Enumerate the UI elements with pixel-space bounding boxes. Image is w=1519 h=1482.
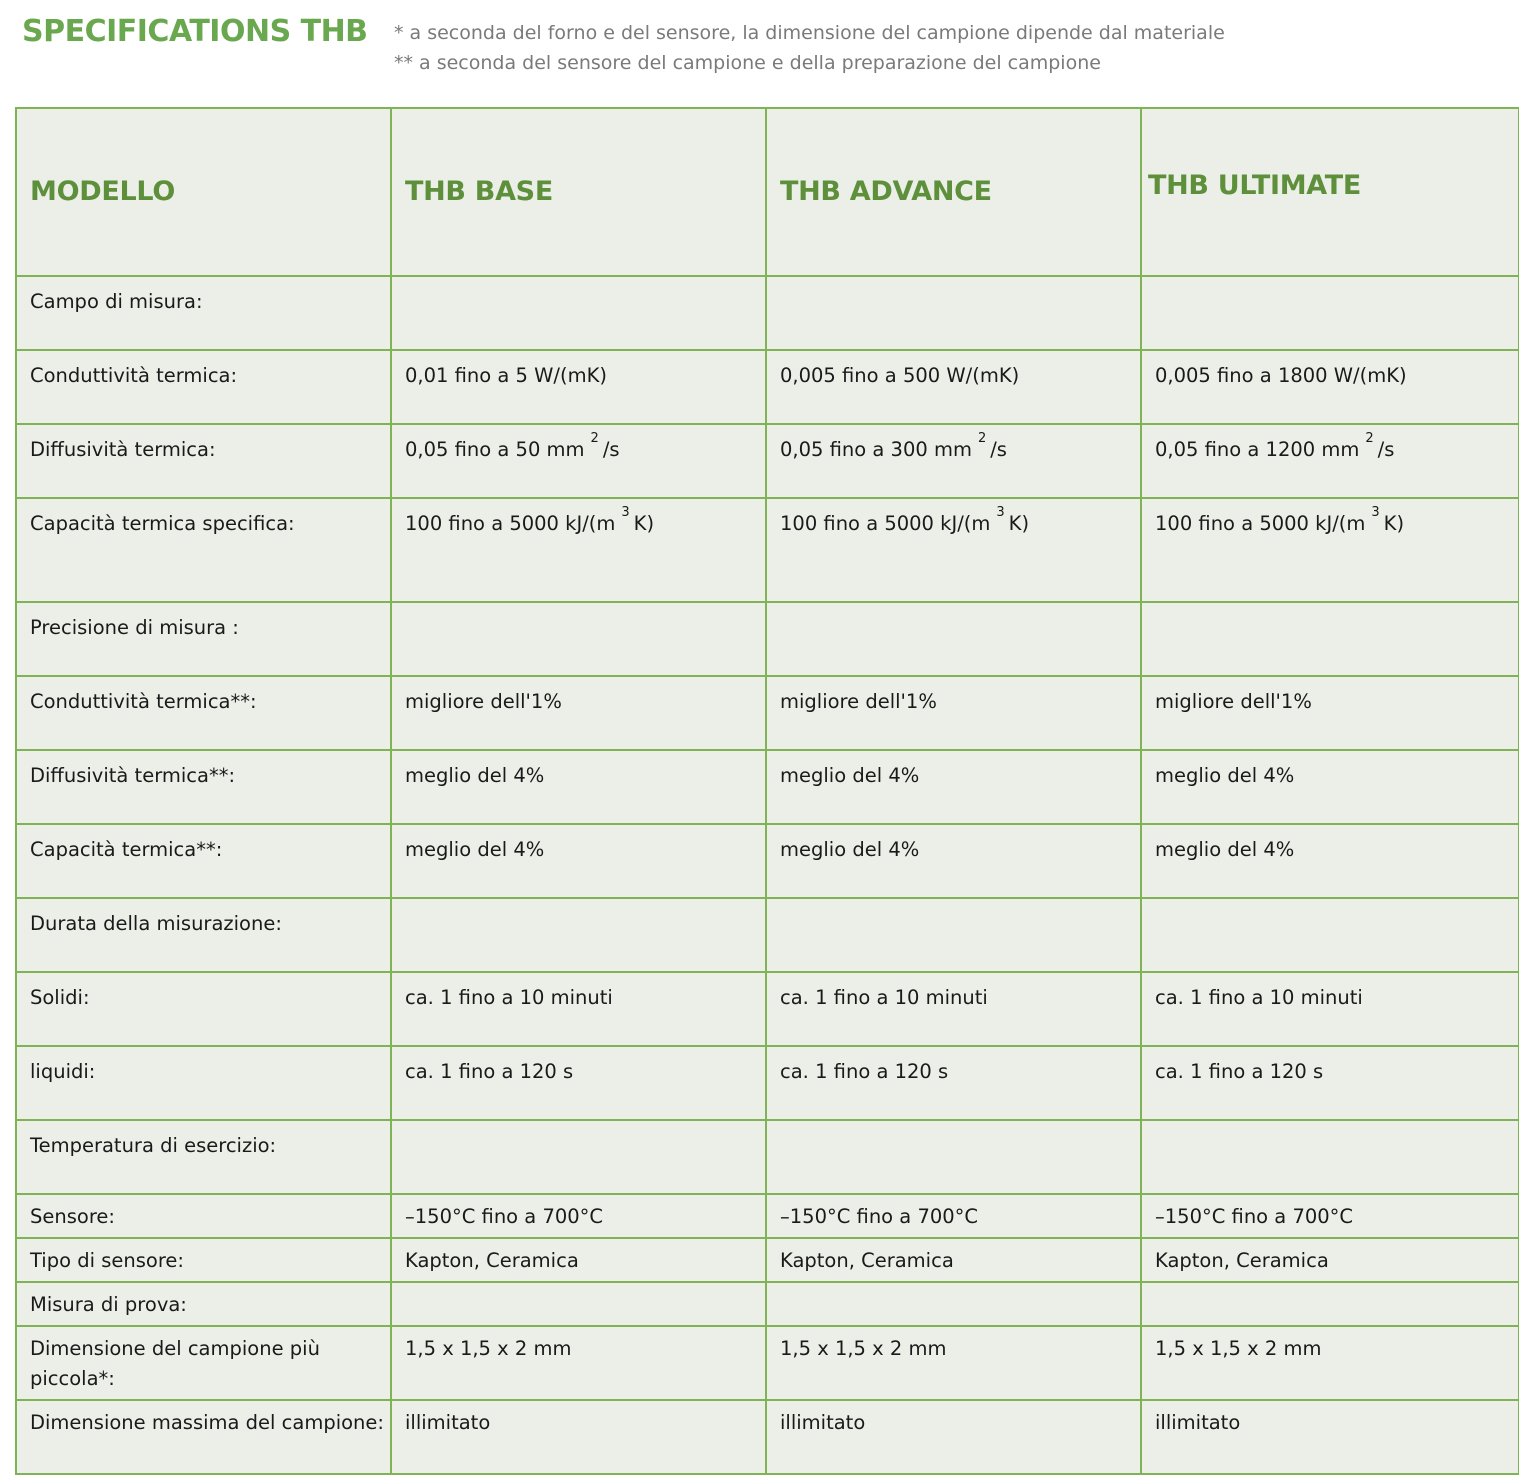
table-row <box>16 498 1519 602</box>
cell-value: 100 fino a 5000 kJ/(m <box>780 512 991 535</box>
table-cell: Kapton, Ceramica <box>391 1238 766 1282</box>
table-cell <box>391 276 766 350</box>
cell-exponent: 2 <box>1365 431 1374 446</box>
row-label: Precisione di misura : <box>16 602 391 676</box>
cell-exponent: 3 <box>621 505 630 520</box>
table-cell <box>1141 1120 1519 1194</box>
table-cell <box>766 1282 1141 1326</box>
cell-exponent: 2 <box>590 431 599 446</box>
row-label: Misura di prova: <box>16 1282 391 1326</box>
table-cell: meglio del 4% <box>1141 824 1519 898</box>
table-cell: illimitato <box>391 1400 766 1474</box>
table-row <box>16 898 1519 972</box>
table-cell: –150°C fino a 700°C <box>766 1194 1141 1238</box>
table-cell: migliore dell'1% <box>391 676 766 750</box>
header-thb-advance: THB ADVANCE <box>766 108 1141 276</box>
table-row <box>16 1194 1519 1238</box>
row-label: Conduttività termica**: <box>16 676 391 750</box>
table-cell <box>766 424 1141 498</box>
spec-table <box>15 107 1519 1475</box>
footnote-1: * a seconda del forno e del sensore, la dimensione del campione dipende dal materiale <box>394 22 1225 44</box>
table-header-row <box>16 108 1519 276</box>
table-row <box>16 1046 1519 1120</box>
cell-exponent: 3 <box>996 505 1005 520</box>
table-row <box>16 350 1519 424</box>
table-cell: 0,005 fino a 1800 W/(mK) <box>1141 350 1519 424</box>
table-cell: meglio del 4% <box>391 750 766 824</box>
cell-unit: K) <box>1383 512 1405 535</box>
table-cell <box>766 602 1141 676</box>
table-cell: meglio del 4% <box>766 824 1141 898</box>
table-cell: –150°C fino a 700°C <box>1141 1194 1519 1238</box>
table-cell <box>1141 498 1519 602</box>
cell-unit: K) <box>633 512 655 535</box>
row-label: Diffusività termica: <box>16 424 391 498</box>
cell-value: 100 fino a 5000 kJ/(m <box>1155 512 1366 535</box>
table-cell <box>391 1120 766 1194</box>
cell-exponent: 2 <box>977 431 987 446</box>
cell-value: 0,05 fino a 300 mm <box>780 438 972 461</box>
table-row <box>16 1282 1519 1326</box>
table-cell: illimitato <box>1141 1400 1519 1474</box>
cell-exponent: 3 <box>1371 505 1380 520</box>
table-row <box>16 824 1519 898</box>
table-cell: 1,5 x 1,5 x 2 mm <box>766 1326 1141 1400</box>
table-cell: ca. 1 fino a 10 minuti <box>391 972 766 1046</box>
table-cell: meglio del 4% <box>391 824 766 898</box>
table-cell: Kapton, Ceramica <box>766 1238 1141 1282</box>
row-label: Capacità termica specifica: <box>16 498 391 602</box>
row-label: Dimensione massima del campione: <box>16 1400 391 1474</box>
table-cell <box>1141 424 1519 498</box>
table-cell: ca. 1 fino a 10 minuti <box>766 972 1141 1046</box>
table-row <box>16 1120 1519 1194</box>
cell-unit: /s <box>602 438 620 461</box>
table-cell: 1,5 x 1,5 x 2 mm <box>391 1326 766 1400</box>
cell-unit: /s <box>1377 438 1395 461</box>
row-label: Temperatura di esercizio: <box>16 1120 391 1194</box>
table-cell <box>1141 898 1519 972</box>
table-body <box>16 276 1519 1474</box>
table-row <box>16 972 1519 1046</box>
row-label: Capacità termica**: <box>16 824 391 898</box>
table-row <box>16 676 1519 750</box>
table-cell: ca. 1 fino a 10 minuti <box>1141 972 1519 1046</box>
table-cell: migliore dell'1% <box>1141 676 1519 750</box>
table-cell <box>391 424 766 498</box>
row-label: Solidi: <box>16 972 391 1046</box>
table-cell: migliore dell'1% <box>766 676 1141 750</box>
table-cell: ca. 1 fino a 120 s <box>1141 1046 1519 1120</box>
cell-value: 0,05 fino a 50 mm <box>405 438 585 461</box>
cell-value: 0,05 fino a 1200 mm <box>1155 438 1360 461</box>
row-label: Diffusività termica**: <box>16 750 391 824</box>
table-cell <box>1141 1282 1519 1326</box>
table-cell: meglio del 4% <box>1141 750 1519 824</box>
table-cell: ca. 1 fino a 120 s <box>391 1046 766 1120</box>
table-cell: –150°C fino a 700°C <box>391 1194 766 1238</box>
row-label: Conduttività termica: <box>16 350 391 424</box>
table-cell: illimitato <box>766 1400 1141 1474</box>
table-cell: 1,5 x 1,5 x 2 mm <box>1141 1326 1519 1400</box>
table-cell <box>391 1282 766 1326</box>
table-cell: 0,005 fino a 500 W/(mK) <box>766 350 1141 424</box>
table-row <box>16 1238 1519 1282</box>
table-cell <box>1141 276 1519 350</box>
table-cell <box>391 498 766 602</box>
table-row <box>16 276 1519 350</box>
table-cell <box>766 276 1141 350</box>
table-row <box>16 750 1519 824</box>
table-cell <box>391 602 766 676</box>
footnote-2: ** a seconda del sensore del campione e della preparazione del campione <box>394 52 1101 74</box>
cell-unit: /s <box>990 438 1007 461</box>
table-cell: 0,01 fino a 5 W/(mK) <box>391 350 766 424</box>
row-label: Campo di misura: <box>16 276 391 350</box>
cell-unit: K) <box>1008 512 1030 535</box>
table-row <box>16 424 1519 498</box>
table-cell: ca. 1 fino a 120 s <box>766 1046 1141 1120</box>
cell-value: 100 fino a 5000 kJ/(m <box>405 512 616 535</box>
row-label: Tipo di sensore: <box>16 1238 391 1282</box>
table-cell <box>766 1120 1141 1194</box>
row-label: Durata della misurazione: <box>16 898 391 972</box>
table-row <box>16 1400 1519 1474</box>
table-cell <box>766 898 1141 972</box>
row-label: liquidi: <box>16 1046 391 1120</box>
page-title: SPECIFICATIONS THB <box>22 14 368 49</box>
table-cell <box>1141 602 1519 676</box>
header-modello: MODELLO <box>16 108 391 276</box>
table-cell: meglio del 4% <box>766 750 1141 824</box>
header-thb-ultimate: THB ULTIMATE <box>1141 108 1519 276</box>
table-cell <box>766 498 1141 602</box>
table-cell: Kapton, Ceramica <box>1141 1238 1519 1282</box>
footnotes <box>394 18 1225 78</box>
table-row <box>16 602 1519 676</box>
table-row <box>16 1326 1519 1400</box>
row-label: Dimensione del campione più piccola*: <box>16 1326 391 1400</box>
header-thb-base: THB BASE <box>391 108 766 276</box>
table-cell <box>391 898 766 972</box>
row-label: Sensore: <box>16 1194 391 1238</box>
